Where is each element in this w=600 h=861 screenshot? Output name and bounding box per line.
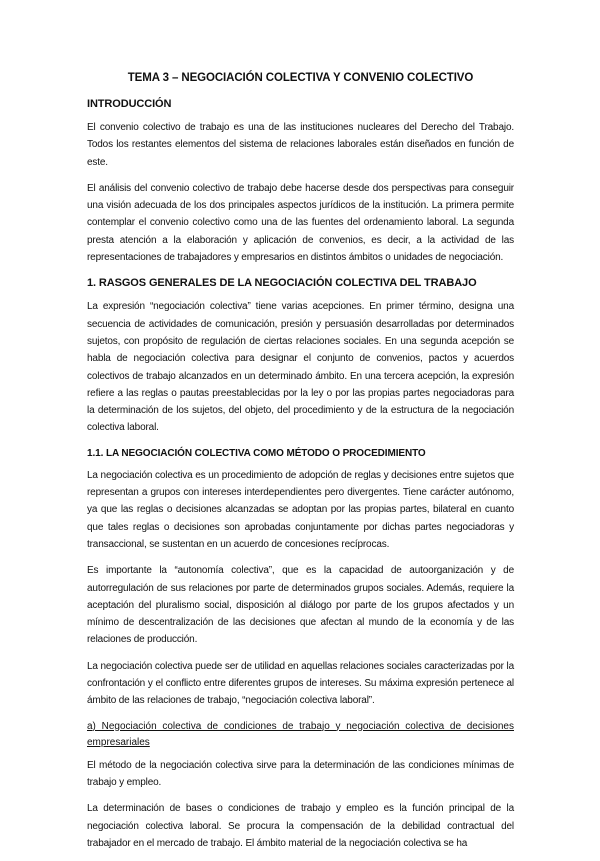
section-1-heading: 1. RASGOS GENERALES DE LA NEGOCIACIÓN COLECTIVA DEL TRABAJO [87, 277, 477, 290]
intro-paragraph-2: El análisis del convenio colectivo de trabajo debe hacerse desde dos perspectivas para conseguir una visión adecuada de los dos principales aspectos jurídicos de la institución. La primera permite contemplar el convenio colectivo como una de las fuentes del ordenamiento laboral. La segunda presta atención a la elaboración y aplicación de convenios, es decir, a la actividad de las representaciones de trabajadores y empresarios en distintos ámbitos o unidades de negociación. [87, 182, 514, 264]
section-1-1-paragraph-1: La negociación colectiva es un procedimiento de adopción de reglas y decisiones entre sujetos que representan a grupos con intereses interdependientes pero divergentes. Tiene carácter autónomo, ya que las reglas o decisiones alcanzadas se adoptan por las propias partes, bilateral en cuanto que tales reglas o decisiones son aprobadas conjuntamente por dichas partes negociadoras y transaccional, se sustentan en un acuerdo de concesiones recíprocas. [87, 469, 514, 550]
document-page [87, 70, 514, 861]
section-1-1-paragraph-2: Es importante la “autonomía colectiva”, que es la capacidad de autoorganización y de autorregulación de sus relaciones por parte de determinados grupos sociales. Además, requiere la aceptación del pluralismo social, disposición al diálogo por parte de los grupos afectados y un mínimo de descentralización de las decisiones que afectan al mundo de la economía y de las relaciones de producción. [87, 565, 514, 646]
document-title: TEMA 3 – NEGOCIACIÓN COLECTIVA Y CONVENIO COLECTIVO [127, 72, 474, 84]
subsection-a-paragraph-1: El método de la negociación colectiva sirve para la determinación de las condiciones mínimas de trabajo y empleo. [87, 759, 514, 788]
intro-heading: INTRODUCCIÓN [87, 98, 172, 110]
intro-paragraph-1: El convenio colectivo de trabajo es una de las instituciones nucleares del Derecho del Trabajo. Todos los restantes elementos del sistema de relaciones laborales están diseñados en función de este. [87, 122, 514, 168]
section-1-1-heading: 1.1. LA NEGOCIACIÓN COLECTIVA COMO MÉTODO O PROCEDIMIENTO [87, 447, 426, 459]
section-1-paragraph-1: La expresión “negociación colectiva” tiene varias acepciones. En primer término, designa una secuencia de actividades de comunicación, presión y persuasión desarrolladas por determinados sujetos, con propósito de regulación de ciertas relaciones sociales. En una segunda acepción se habla de negociación colectiva para designar el conjunto de convenios, pactos y acuerdos colectivos de trabajo alcanzados en un determinado ámbito. En una tercera acepción, la expresión refiere a las reglas o pautas preestablecidas por la ley o por las propias partes negociadoras para la determinación de los sujetos, del objeto, del procedimiento y de la estructura de la negociación colectiva laboral. [87, 301, 514, 434]
section-1-1-paragraph-3: La negociación colectiva puede ser de utilidad en aquellas relaciones sociales caracterizadas por la confrontación y el conflicto entre diferentes grupos de intereses. Su máxima expresión pertenece al ámbito de las relaciones de trabajo, “negociación colectiva laboral”. [87, 660, 514, 707]
subsection-a-paragraph-2: La determinación de bases o condiciones de trabajo y empleo es la función principal de la negociación colectiva laboral. Se procura la compensación de la debilidad contractual del trabajador en el mercado de trabajo. El ámbito material de la negociación colectiva se ha [87, 803, 514, 849]
subsection-a-heading: a) Negociación colectiva de condiciones de trabajo y negociación colectiva de decisiones empresariales [87, 720, 514, 748]
